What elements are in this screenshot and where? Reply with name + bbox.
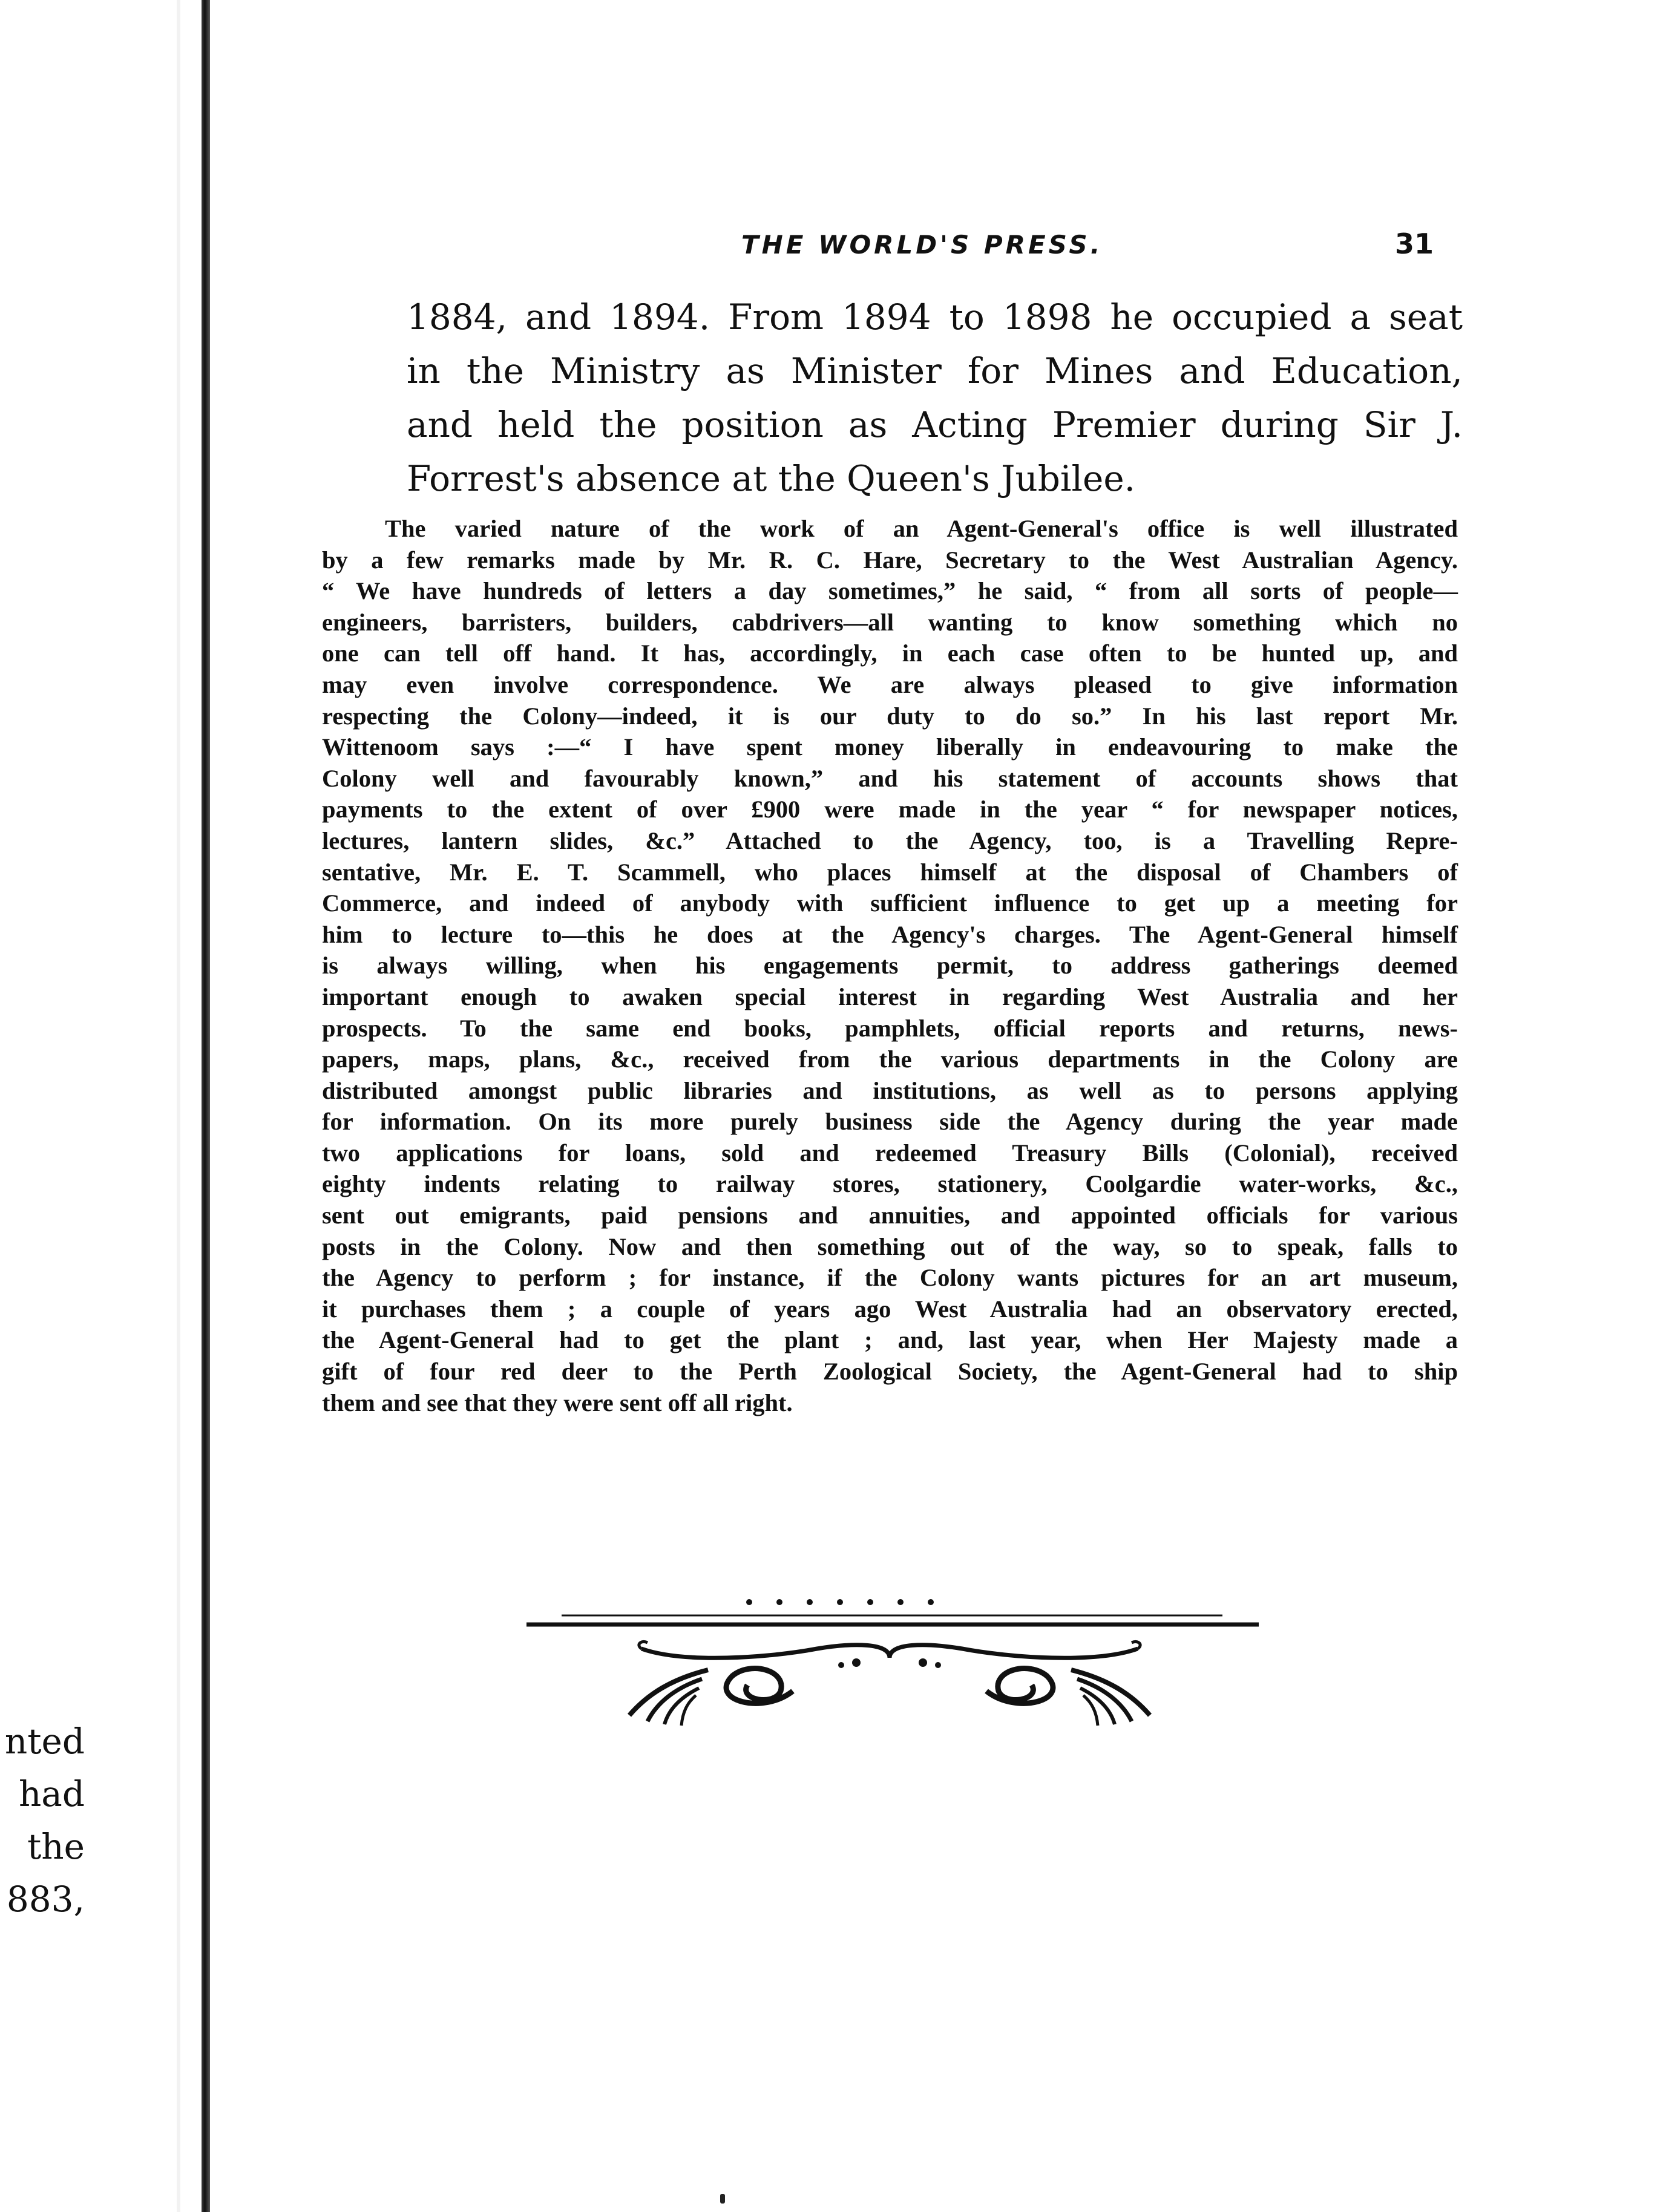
fragment-line: 883, [6, 1879, 85, 1920]
body-line: “ We have hundreds of letters a day sometimes,” he said, “ from all sorts of people— [322, 577, 1458, 605]
body-line: sent out emigrants, paid pensions and annuities, and appointed officials for various [322, 1202, 1458, 1229]
body-paragraph [322, 513, 1458, 1418]
body-line: Wittenoom says :—“ I have spent money liberally in endeavouring to make the [322, 733, 1458, 761]
page-edge [177, 0, 180, 2212]
running-title: THE WORLD'S PRESS. [741, 230, 1103, 260]
body-line: posts in the Colony. Now and then something out of the way, so to speak, falls to [322, 1232, 1458, 1260]
body-line: Commerce, and indeed of anybody with sufficient influence to get up a meeting for [322, 889, 1458, 917]
body-line: him to lecture to—this he does at the Agency's charges. The Agent-General himself [322, 920, 1458, 948]
body-line: them and see that they were sent off all right. [322, 1389, 793, 1416]
page-number: 31 [1395, 227, 1434, 260]
lead-paragraph [407, 290, 1463, 506]
body-line: prospects. To the same end books, pamphlets, official reports and returns, news- [322, 1014, 1458, 1042]
body-line: is always willing, when his engagements permit, to address gatherings deemed [322, 952, 1458, 980]
body-line: engineers, barristers, builders, cabdrivers—all wanting to know something which no [322, 608, 1458, 636]
body-line: may even involve correspondence. We are always pleased to give information [322, 670, 1458, 698]
fragment-line: the [27, 1826, 85, 1867]
body-line: sentative, Mr. E. T. Scammell, who places himself at the disposal of Chambers of [322, 858, 1458, 886]
body-line: two applications for loans, sold and redeemed Treasury Bills (Colonial), received [322, 1139, 1458, 1167]
body-line: payments to the extent of over £900 were made in the year “ for newspaper notices, [322, 796, 1458, 823]
lead-line: in the Ministry as Minister for Mines and Education, [407, 350, 1463, 391]
binding-gutter [202, 0, 210, 2212]
body-line: for information. On its more purely business side the Agency during the year made [322, 1108, 1458, 1136]
body-line: it purchases them ; a couple of years ago West Australia had an observatory erected, [322, 1295, 1458, 1323]
scan-speck [720, 2194, 725, 2204]
scroll-flourish-ornament-icon [526, 1591, 1259, 1730]
body-line: respecting the Colony—indeed, it is our duty to do so.” In his last report Mr. [322, 702, 1458, 730]
facing-page-fragment [0, 1715, 85, 1926]
lead-line: and held the position as Acting Premier during Sir J. [407, 404, 1463, 445]
body-line: gift of four red deer to the Perth Zoological Society, the Agent-General had to ship [322, 1358, 1458, 1386]
lead-line: 1884, and 1894. From 1894 to 1898 he occupied a seat [407, 296, 1463, 338]
body-line: papers, maps, plans, &c., received from the various departments in the Colony are [322, 1045, 1458, 1073]
body-line: lectures, lantern slides, &c.” Attached to the Agency, too, is a Travelling Repre- [322, 826, 1458, 854]
fragment-line: had [18, 1773, 85, 1814]
lead-line: Forrest's absence at the Queen's Jubilee. [407, 458, 1136, 499]
body-line: distributed amongst public libraries and institutions, as well as to persons applying [322, 1076, 1458, 1104]
body-line: one can tell off hand. It has, accordingly, in each case often to be hunted up, and [322, 640, 1458, 667]
body-line: by a few remarks made by Mr. R. C. Hare, Secretary to the West Australian Agency. [322, 546, 1458, 574]
body-line: Colony well and favourably known,” and his statement of accounts shows that [322, 764, 1458, 792]
body-line: eighty indents relating to railway stores, stationery, Coolgardie water-works, &c., [322, 1170, 1458, 1198]
fragment-line: nted [4, 1721, 85, 1762]
body-line: important enough to awaken special interest in regarding West Australia and her [322, 983, 1458, 1010]
body-line: the Agent-General had to get the plant ; and, last year, when Her Majesty made a [322, 1326, 1458, 1354]
body-line: The varied nature of the work of an Agent-General's office is well illustrated [385, 515, 1458, 542]
body-line: the Agency to perform ; for instance, if the Colony wants pictures for an art museum, [322, 1264, 1458, 1292]
